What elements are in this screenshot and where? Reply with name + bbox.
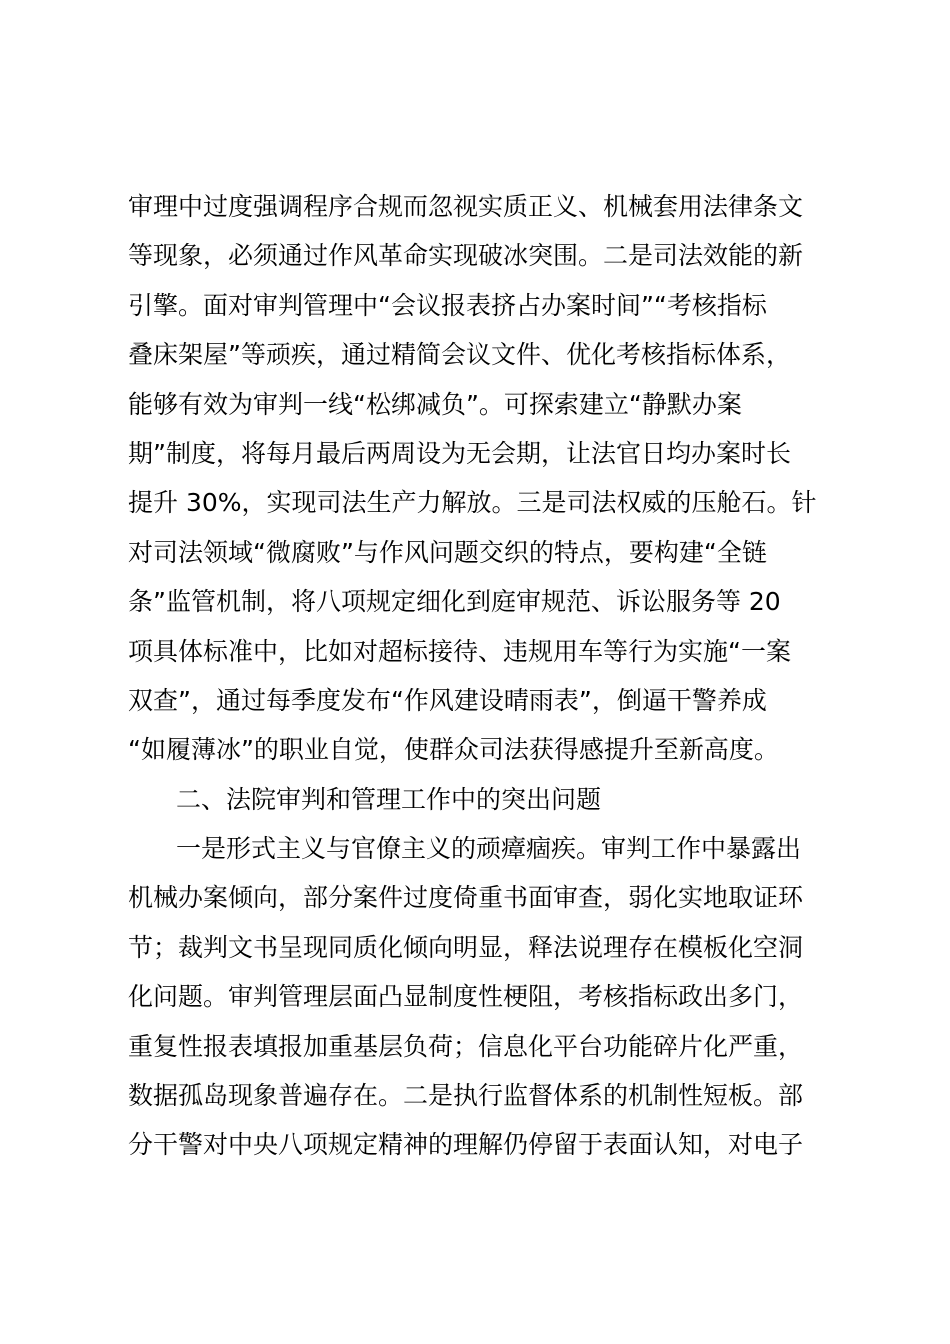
text-line: 节；裁判文书呈现同质化倾向明显，释法说理存在模板化空洞: [128, 932, 804, 962]
text-line: 提升 30%，实现司法生产力解放。三是司法权威的压舱石。针: [128, 488, 817, 518]
text-line: 等现象，必须通过作风革命实现破冰突围。二是司法效能的新: [128, 241, 804, 271]
text-line: 审理中过度强调程序合规而忽视实质正义、机械套用法律条文: [128, 192, 804, 221]
text-line: 条”监管机制，将八项规定细化到庭审规范、诉讼服务等 20: [128, 587, 781, 617]
paragraph-first-line: 一是形式主义与官僚主义的顽瘴痼疾。审判工作中暴露出: [176, 834, 802, 864]
text-line: 机械办案倾向，部分案件过度倚重书面审查，弱化实地取证环: [128, 883, 804, 913]
body-text: [128, 182, 848, 1170]
text-line: 对司法领域“微腐败”与作风问题交织的特点，要构建“全链: [128, 537, 767, 567]
text-line: 项具体标准中，比如对超标接待、违规用车等行为实施“一案: [128, 636, 791, 666]
section-heading: 二、法院审判和管理工作中的突出问题: [176, 784, 602, 814]
text-line: 能够有效为审判一线“松绑减负”。可探索建立“静默办案: [128, 389, 742, 419]
text-line: 化问题。审判管理层面凸显制度性梗阻，考核指标政出多门，: [128, 982, 804, 1012]
text-line: 引擎。面对审判管理中“会议报表挤占办案时间”“考核指标: [128, 290, 767, 320]
text-line: 分干警对中央八项规定精神的理解仍停留于表面认知，对电子: [128, 1130, 804, 1160]
text-line: 数据孤岛现象普遍存在。二是执行监督体系的机制性短板。部: [128, 1081, 804, 1111]
text-line: “如履薄冰”的职业自觉，使群众司法获得感提升至新高度。: [128, 735, 779, 765]
text-line: 双查”，通过每季度发布“作风建设晴雨表”，倒逼干警养成: [128, 685, 767, 715]
text-line: 叠床架屋”等顽疾，通过精简会议文件、优化考核指标体系，: [128, 340, 791, 370]
text-line: 重复性报表填报加重基层负荷；信息化平台功能碎片化严重，: [128, 1031, 804, 1061]
text-line: 期”制度，将每月最后两周设为无会期，让法官日均办案时长: [128, 438, 791, 468]
